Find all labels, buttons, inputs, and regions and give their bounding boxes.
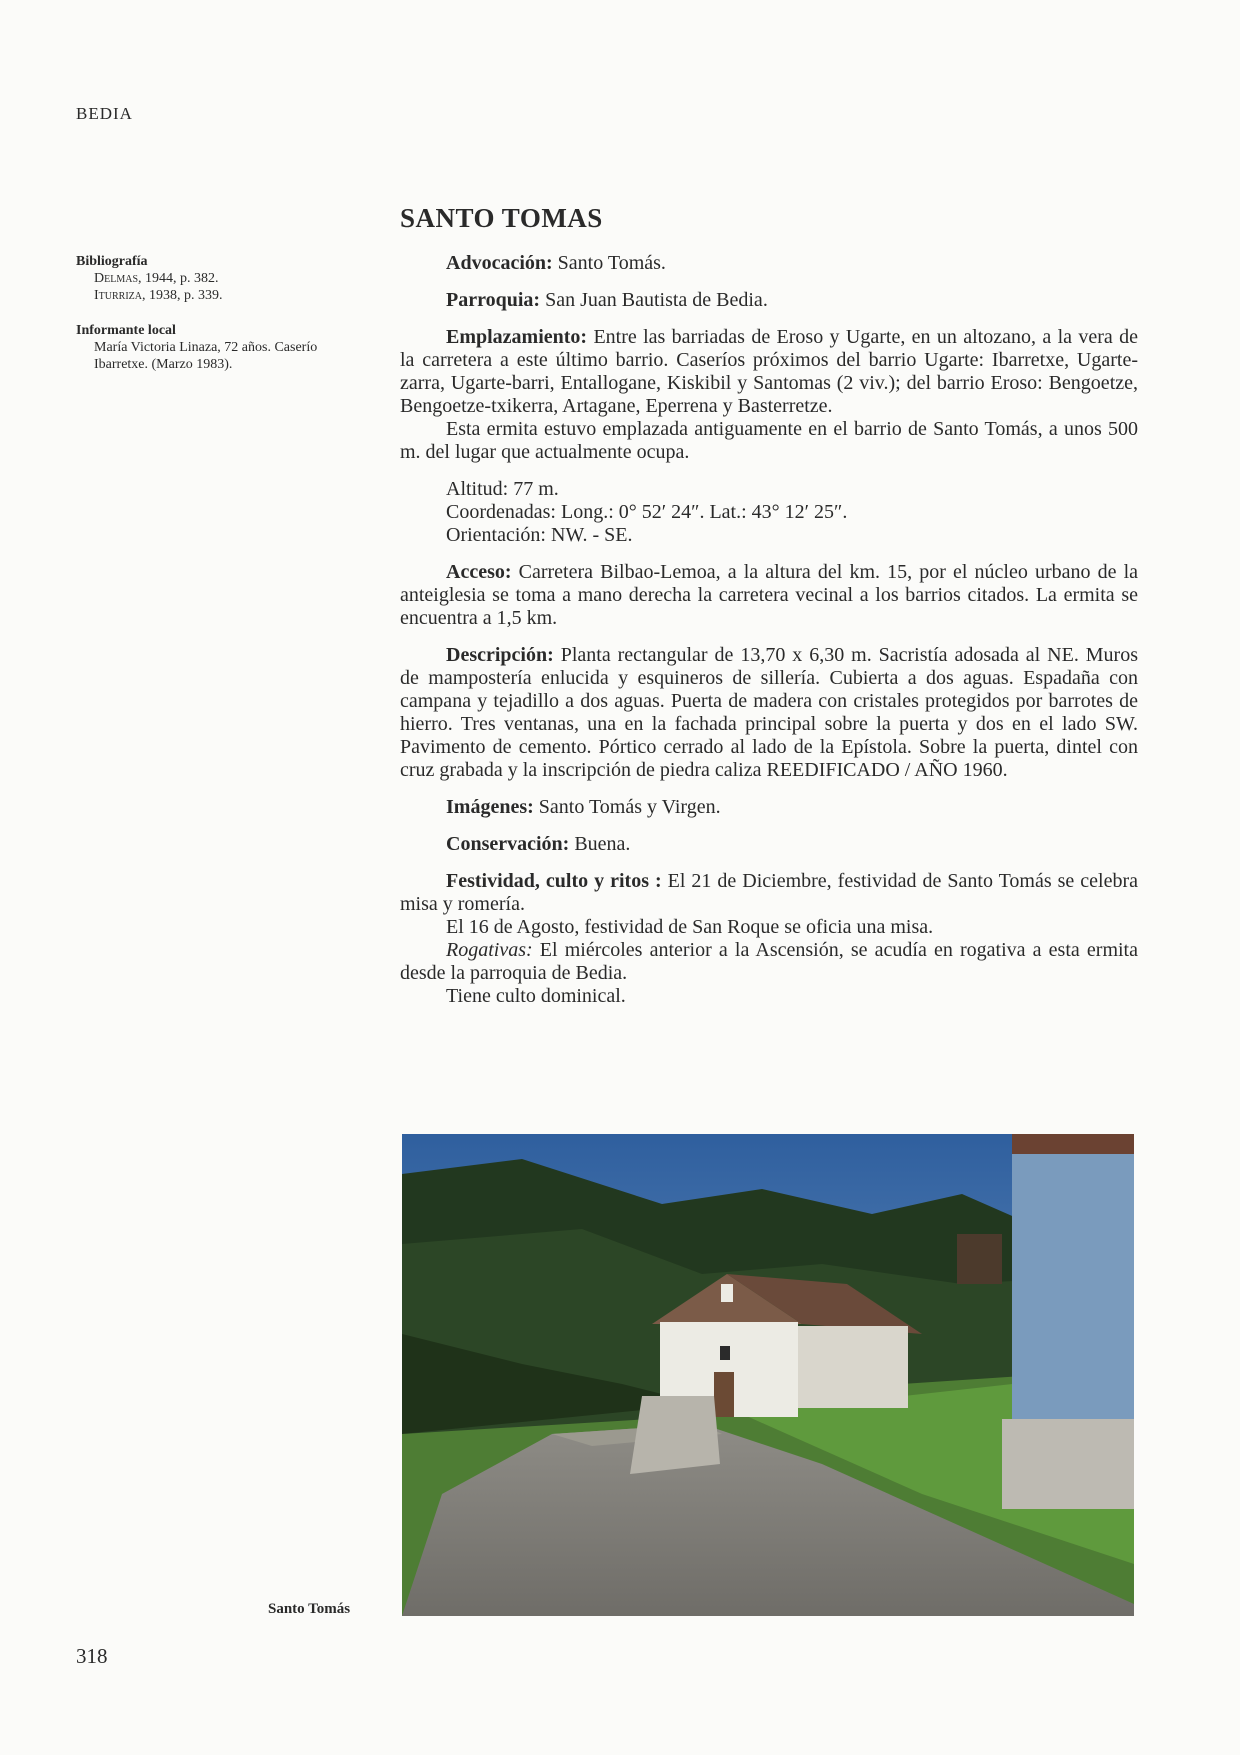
sidebar-notes — [76, 253, 376, 373]
advocacion-label: Advocación: — [446, 252, 553, 274]
conservacion-text: Buena. — [569, 833, 631, 855]
rogativas-paragraph — [400, 939, 1138, 985]
bibliography-ref: , 1944, p. 382. — [138, 271, 219, 286]
bibliography-entry — [76, 270, 376, 287]
acceso-label: Acceso: — [446, 561, 512, 583]
coordenadas: Coordenadas: Long.: 0° 52′ 24″. Lat.: 43° 12′ 25″. — [446, 501, 848, 523]
descripcion-label: Descripción: — [446, 644, 554, 666]
parroquia-text: San Juan Bautista de Bedia. — [540, 289, 768, 311]
festividad-paragraph — [400, 870, 1138, 916]
informant-line: Ibarretxe. (Marzo 1983). — [94, 357, 233, 372]
imagenes-paragraph — [400, 796, 1138, 819]
advocacion-text: Santo Tomás. — [552, 252, 666, 274]
imagenes-label: Imágenes: — [446, 796, 534, 818]
page-number: 318 — [76, 1644, 108, 1668]
bibliography-heading: Bibliografía — [76, 254, 148, 269]
hermitage-photo-illustration — [402, 1134, 1134, 1616]
orientacion: Orientación: NW. - SE. — [446, 524, 633, 546]
acceso-paragraph — [400, 561, 1138, 630]
festividad-paragraph-2: El 16 de Agosto, festividad de San Roque se oficia una misa. — [446, 916, 934, 938]
acceso-text: Carretera Bilbao-Lemoa, a la altura del km. 15, por el núcleo urbano de la anteiglesia se toma a mano derecha la carretera vecinal a los barrios citados. La ermita se encuentra a 1,5 km. — [400, 561, 1138, 629]
informant-line: María Victoria Linaza, 72 años. Caserío — [94, 340, 318, 355]
culto-paragraph: Tiene culto dominical. — [446, 985, 626, 1007]
emplazamiento-paragraph — [400, 326, 1138, 418]
location-data — [400, 478, 1138, 547]
rogativas-label: Rogativas: — [446, 939, 533, 961]
photo-caption: Santo Tomás — [268, 1601, 351, 1617]
descripcion-text: Planta rectangular de 13,70 x 6,30 m. Sacristía adosada al NE. Muros de mampostería enlucida y esquineros de sillería. Cubierta a dos aguas. Espadaña con campana y tejadillo a dos aguas. Puerta de madera con cristales protegidos por barrotes de hierro. Tres ventanas, una en la fachada principal sobre la puerta y dos en el lado SW. Pavimento de cemento. Pórtico cerrado al lado de la Epístola. Sobre la puerta, dintel con cruz grabada y la inscripción de piedra caliza REEDIFICADO / AÑO 1960. — [400, 644, 1138, 781]
bibliography-ref: , 1938, p. 339. — [142, 288, 223, 303]
bibliography-author: Iturriza — [94, 288, 142, 303]
main-text — [400, 252, 1138, 1008]
advocacion-paragraph — [400, 252, 1138, 275]
emplazamiento-label: Emplazamiento: — [446, 326, 588, 348]
parroquia-label: Parroquia: — [446, 289, 541, 311]
page-title: SANTO TOMAS — [400, 203, 603, 233]
conservacion-label: Conservación: — [446, 833, 570, 855]
conservacion-paragraph — [400, 833, 1138, 856]
altitud: Altitud: 77 m. — [446, 478, 559, 500]
bibliography-author: Delmas — [94, 271, 139, 286]
emplazamiento-paragraph-2: Esta ermita estuvo emplazada antiguamente en el barrio de Santo Tomás, a unos 500 m. del lugar que actualmente ocupa. — [400, 418, 1138, 463]
informant-heading: Informante local — [76, 323, 176, 338]
emplazamiento-text: Entre las barriadas de Eroso y Ugarte, en un altozano, a la vera de la carretera a este último barrio. Caseríos próximos del barrio Ugarte: Ibarretxe, Ugarte-zarra, Ugarte-barri, Entallogane, Kiskibil y Santomas (2 viv.); del barrio Eroso: Bengoetze, Bengoetze-txikerra, Artagane, Eperrena y Basterretze. — [400, 326, 1138, 417]
imagenes-text: Santo Tomás y Virgen. — [533, 796, 721, 818]
festividad-label: Festividad, culto y ritos : — [446, 870, 662, 892]
parroquia-paragraph — [400, 289, 1138, 312]
bibliography-entry — [76, 287, 376, 304]
running-head: BEDIA — [76, 104, 133, 123]
rogativas-text: El miércoles anterior a la Ascensión, se acudía en rogativa a esta ermita desde la parroquia de Bedia. — [400, 939, 1138, 984]
descripcion-paragraph — [400, 644, 1138, 782]
festividad-text: El 21 de Diciembre, festividad de Santo Tomás se celebra misa y romería. — [400, 870, 1139, 915]
hermitage-photo — [402, 1134, 1134, 1616]
